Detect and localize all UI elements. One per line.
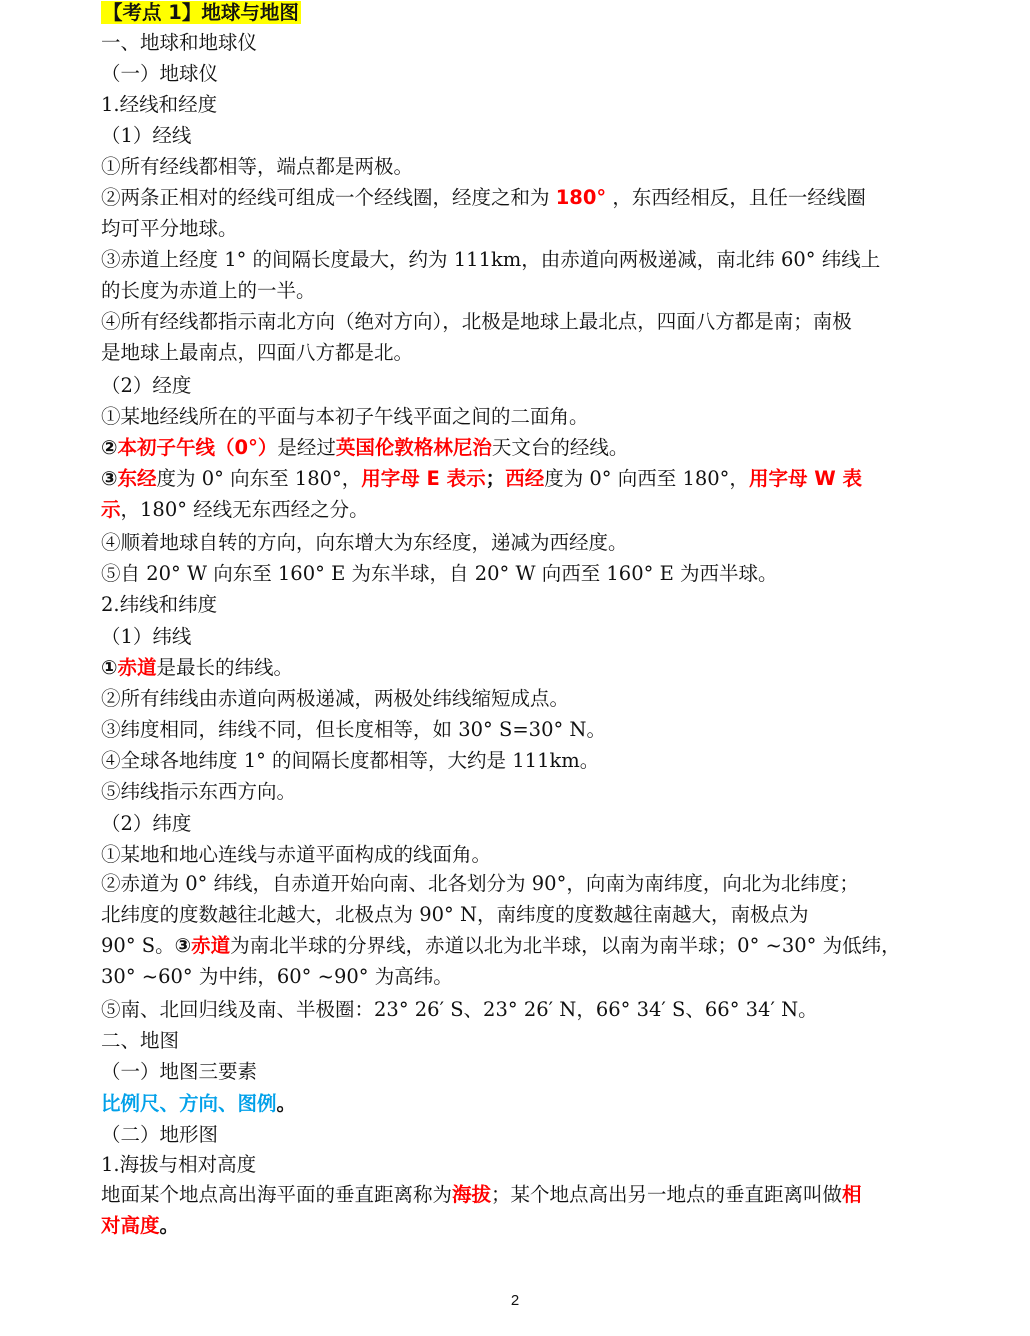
heading-level3: 2.纬线和纬度 — [101, 593, 218, 616]
highlight-red: 赤道 — [191, 934, 231, 957]
highlight-red: 180° — [555, 186, 607, 209]
paragraph-line: ⑤南、北回归线及南、半极圈：23° 26′ S、23° 26′ N，66° 34′ S、66° 34′ N。 — [101, 998, 818, 1021]
text-run: 为南北半球的分界线，赤道以北为北半球，以南为南半球；0° ~30° 为低纬， — [230, 934, 901, 957]
heading-level3: 1.海拔与相对高度 — [101, 1153, 257, 1176]
highlight-red: 海拔 — [452, 1183, 492, 1206]
heading-level1: 二、地图 — [101, 1029, 180, 1052]
paragraph-line — [101, 497, 369, 523]
paragraph-line: ②所有纬线由赤道向两极递减，两极处纬线缩短成点。 — [101, 687, 570, 710]
highlight-red: 用字母 W 表 — [748, 467, 863, 490]
paragraph-line: 是地球上最南点，四面八方都是北。 — [101, 341, 414, 364]
paragraph-line: ④所有经线都指示南北方向（绝对方向），北极是地球上最北点，四面八方都是南；南极 — [101, 310, 852, 333]
highlight-red: 示 — [101, 498, 121, 521]
paragraph-line: 均可平分地球。 — [101, 217, 238, 240]
heading-level4: （2）纬度 — [101, 812, 192, 835]
heading-level4: （1）经线 — [101, 124, 192, 147]
paragraph-line: ②赤道为 0° 纬线，自赤道开始向南、北各划分为 90°，向南为南纬度，向北为北纬度； — [101, 872, 859, 895]
paragraph-line — [101, 1182, 862, 1208]
paragraph-line: ⑤纬线指示东西方向。 — [101, 780, 297, 803]
highlight-red: 本初子午线（0°） — [117, 436, 278, 459]
heading-level1: 一、地球和地球仪 — [101, 31, 258, 54]
paragraph-line — [101, 933, 901, 959]
text-run: ；某个地点高出另一地点的垂直距离叫做 — [491, 1183, 843, 1206]
paragraph-line: ④顺着地球自转的方向，向东增大为东经度，递减为西经度。 — [101, 531, 628, 554]
text-run: ① — [101, 656, 118, 679]
heading-level2: （一）地图三要素 — [101, 1060, 258, 1083]
section-heading: 【考点 1】地球与地图 — [103, 1, 299, 24]
highlight-red: 相 — [842, 1183, 862, 1206]
text-run: ②两条正相对的经线可组成一个经线圈，经度之和为 — [101, 186, 550, 209]
highlight-red: 西经 — [505, 467, 545, 490]
paragraph-line — [101, 185, 866, 211]
highlight-red: 用字母 E 表示 — [361, 467, 486, 490]
paragraph-line: ①某地和地心连线与赤道平面构成的线面角。 — [101, 843, 492, 866]
paragraph-line — [101, 655, 293, 681]
text-run: 地面某个地点高出海平面的垂直距离称为 — [101, 1183, 453, 1206]
text-run: 是经过 — [277, 436, 336, 459]
text-run: 度为 0° 向东至 180°， — [156, 467, 362, 490]
heading-level2: （二）地形图 — [101, 1123, 219, 1146]
paragraph-line: 的长度为赤道上的一半。 — [101, 279, 316, 302]
highlight-blue: 比例尺、方向、图例 — [101, 1092, 277, 1115]
paragraph-line: 30° ~60° 为中纬，60° ~90° 为高纬。 — [101, 965, 453, 988]
text-run: 度为 0° 向西至 180°， — [544, 467, 749, 490]
heading-level4: （1）纬线 — [101, 625, 192, 648]
text-run: 天文台的经线。 — [491, 436, 629, 459]
paragraph-line — [101, 466, 862, 492]
heading-level3: 1.经线和经度 — [101, 93, 218, 116]
text-run: ③ — [174, 934, 192, 957]
text-run: 。 — [159, 1214, 180, 1237]
page-number: 2 — [510, 1292, 520, 1309]
text-run: 是最长的纬线。 — [156, 656, 294, 679]
section-heading-line — [101, 0, 301, 26]
highlight-red: 对高度 — [101, 1214, 160, 1237]
paragraph-line: ⑤自 20° W 向东至 160° E 为东半球，自 20° W 向西至 160° E 为西半球。 — [101, 562, 778, 585]
highlight-red: 东经 — [117, 467, 157, 490]
text-run: ，180° 经线无东西经之分。 — [120, 498, 369, 521]
text-run: ； — [485, 467, 506, 490]
paragraph-line: ①某地经线所在的平面与本初子午线平面之间的二面角。 — [101, 405, 589, 428]
text-run: ② — [101, 436, 118, 459]
text-run: ，东西经相反，且任一经线圈 — [612, 186, 866, 209]
paragraph-line — [101, 435, 628, 461]
paragraph-line — [101, 1213, 179, 1239]
paragraph-line: ③赤道上经度 1° 的间隔长度最大，约为 111km，由赤道向两极递减，南北纬 60° 纬线上 — [101, 248, 881, 271]
text-run: 90° S。 — [101, 934, 175, 957]
paragraph-line — [101, 1091, 296, 1117]
text-run: 。 — [276, 1092, 297, 1115]
heading-level4: （2）经度 — [101, 374, 192, 397]
paragraph-line: ③纬度相同，纬线不同，但长度相等，如 30° S=30° N。 — [101, 718, 606, 741]
highlight-red: 英国伦敦格林尼治 — [335, 436, 492, 459]
paragraph-line: ①所有经线都相等，端点都是两极。 — [101, 155, 414, 178]
paragraph-line: ④全球各地纬度 1° 的间隔长度都相等，大约是 111km。 — [101, 749, 600, 772]
highlight-red: 赤道 — [117, 656, 157, 679]
paragraph-line: 北纬度的度数越往北越大，北极点为 90° N，南纬度的度数越往南越大，南极点为 — [101, 903, 809, 926]
text-run: ③ — [101, 467, 118, 490]
heading-level2: （一）地球仪 — [101, 62, 219, 85]
